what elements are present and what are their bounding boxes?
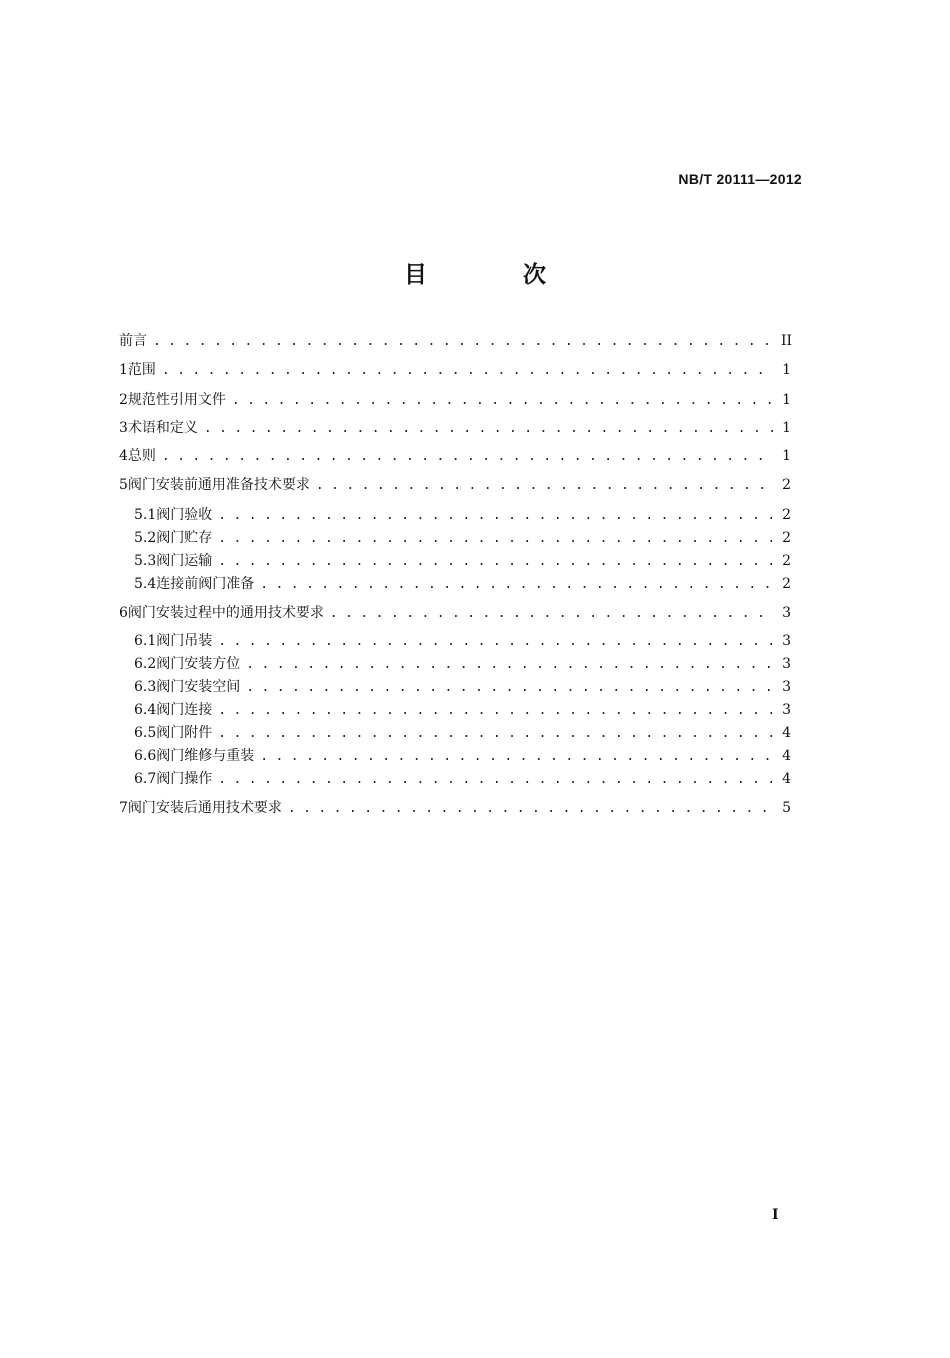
toc-leader-dots — [260, 574, 775, 596]
toc-entry-5[interactable] — [119, 474, 791, 496]
toc-leader-dots — [218, 631, 775, 653]
toc-entry-page: 3 — [782, 702, 791, 718]
toc-entry-number: 6.6 — [134, 748, 157, 764]
toc-leader-dots — [218, 769, 775, 791]
toc-entry-label: 阀门安装过程中的通用技术要求 — [127, 605, 324, 621]
toc-entry-label: 阀门安装方位 — [156, 656, 241, 672]
toc-entry-label: 范围 — [127, 362, 156, 378]
toc-entry-number: 5 — [119, 477, 128, 493]
toc-entry-page: 2 — [782, 477, 791, 493]
toc-entry-4[interactable] — [119, 445, 791, 467]
toc-entry-page: 2 — [782, 507, 791, 523]
toc-entry-label: 阀门操作 — [156, 771, 213, 787]
toc-entry-page: 5 — [782, 800, 791, 816]
toc-leader-dots — [162, 360, 775, 382]
toc-entry-number: 2 — [119, 392, 128, 408]
toc-entry-6-2[interactable] — [134, 653, 791, 675]
toc-entry-1[interactable] — [119, 359, 791, 381]
toc-entry-number: 5.3 — [134, 553, 157, 569]
toc-entry-3[interactable] — [119, 417, 791, 439]
toc-leader-dots — [232, 390, 775, 412]
standard-number: NB/T 20111—2012 — [678, 171, 802, 187]
toc-entry-2[interactable] — [119, 389, 791, 411]
toc-leader-dots — [260, 746, 775, 768]
toc-leader-dots — [218, 700, 775, 722]
toc-entry-number: 6.7 — [134, 771, 157, 787]
toc-entry-6[interactable] — [119, 602, 791, 624]
toc-title: 目 次 — [403, 262, 590, 288]
toc-entry-5-3[interactable] — [134, 550, 791, 572]
toc-entry-7[interactable] — [119, 797, 791, 819]
toc-entry-number: 6 — [119, 605, 128, 621]
toc-entry-label: 阀门附件 — [156, 725, 213, 741]
toc-leader-dots — [330, 603, 775, 625]
toc-entry-number: 6.1 — [134, 633, 157, 649]
toc-entry-page: II — [781, 333, 793, 349]
toc-leader-dots — [204, 418, 775, 440]
toc-leader-dots — [218, 551, 775, 573]
toc-entry-label: 前言 — [119, 333, 147, 349]
toc-entry-number: 6.4 — [134, 702, 157, 718]
toc-entry-label: 阀门维修与重装 — [156, 748, 255, 764]
toc-entry-6-6[interactable] — [134, 745, 791, 767]
toc-entry-page: 3 — [782, 605, 791, 621]
toc-entry-foreword[interactable] — [119, 330, 791, 352]
toc-entry-label: 阀门安装空间 — [156, 679, 241, 695]
toc-entry-number: 3 — [119, 420, 128, 436]
toc-entry-5-4[interactable] — [134, 573, 791, 595]
toc-entry-label: 阀门安装前通用准备技术要求 — [127, 477, 310, 493]
toc-entry-page: 1 — [782, 362, 791, 378]
toc-leader-dots — [246, 677, 775, 699]
toc-entry-label: 总则 — [127, 448, 156, 464]
toc-entry-label: 阀门运输 — [156, 553, 213, 569]
toc-entry-number: 4 — [119, 448, 128, 464]
toc-entry-number: 5.2 — [134, 530, 157, 546]
toc-leader-dots — [153, 331, 775, 353]
page-number: I — [772, 1207, 779, 1223]
toc-entry-number: 7 — [119, 800, 128, 816]
toc-entry-number: 6.3 — [134, 679, 157, 695]
toc-entry-5-2[interactable] — [134, 527, 791, 549]
toc-entry-label: 阀门安装后通用技术要求 — [127, 800, 282, 816]
toc-entry-number: 5.1 — [134, 507, 157, 523]
toc-entry-page: 1 — [782, 392, 791, 408]
toc-leader-dots — [218, 723, 775, 745]
toc-entry-page: 2 — [782, 530, 791, 546]
toc-entry-page: 4 — [782, 725, 791, 741]
toc-entry-page: 2 — [782, 553, 791, 569]
toc-entry-label: 阀门吊装 — [156, 633, 213, 649]
toc-entry-label: 术语和定义 — [127, 420, 198, 436]
toc-entry-page: 4 — [782, 748, 791, 764]
toc-leader-dots — [246, 654, 775, 676]
toc-entry-number: 1 — [119, 362, 128, 378]
toc-entry-page: 2 — [782, 576, 791, 592]
toc-entry-label: 阀门连接 — [156, 702, 213, 718]
toc-entry-number: 5.4 — [134, 576, 157, 592]
toc-entry-page: 1 — [782, 420, 791, 436]
toc-entry-page: 3 — [782, 679, 791, 695]
toc-entry-6-4[interactable] — [134, 699, 791, 721]
toc-entry-6-7[interactable] — [134, 768, 791, 790]
toc-leader-dots — [288, 798, 775, 820]
toc-entry-number: 6.5 — [134, 725, 157, 741]
toc-entry-6-5[interactable] — [134, 722, 791, 744]
toc-entry-6-3[interactable] — [134, 676, 791, 698]
toc-entry-page: 1 — [782, 448, 791, 464]
toc-entry-6-1[interactable] — [134, 630, 791, 652]
toc-entry-label: 连接前阀门准备 — [156, 576, 255, 592]
toc-leader-dots — [162, 446, 775, 468]
toc-entry-label: 阀门验收 — [156, 507, 213, 523]
toc-entry-label: 规范性引用文件 — [127, 392, 226, 408]
toc-entry-page: 3 — [782, 633, 791, 649]
toc-leader-dots — [218, 528, 775, 550]
toc-entry-5-1[interactable] — [134, 504, 791, 526]
toc-entry-number: 6.2 — [134, 656, 157, 672]
toc-leader-dots — [316, 475, 775, 497]
toc-leader-dots — [218, 505, 775, 527]
toc-entry-label: 阀门贮存 — [156, 530, 213, 546]
toc-entry-page: 4 — [782, 771, 791, 787]
toc-entry-page: 3 — [782, 656, 791, 672]
